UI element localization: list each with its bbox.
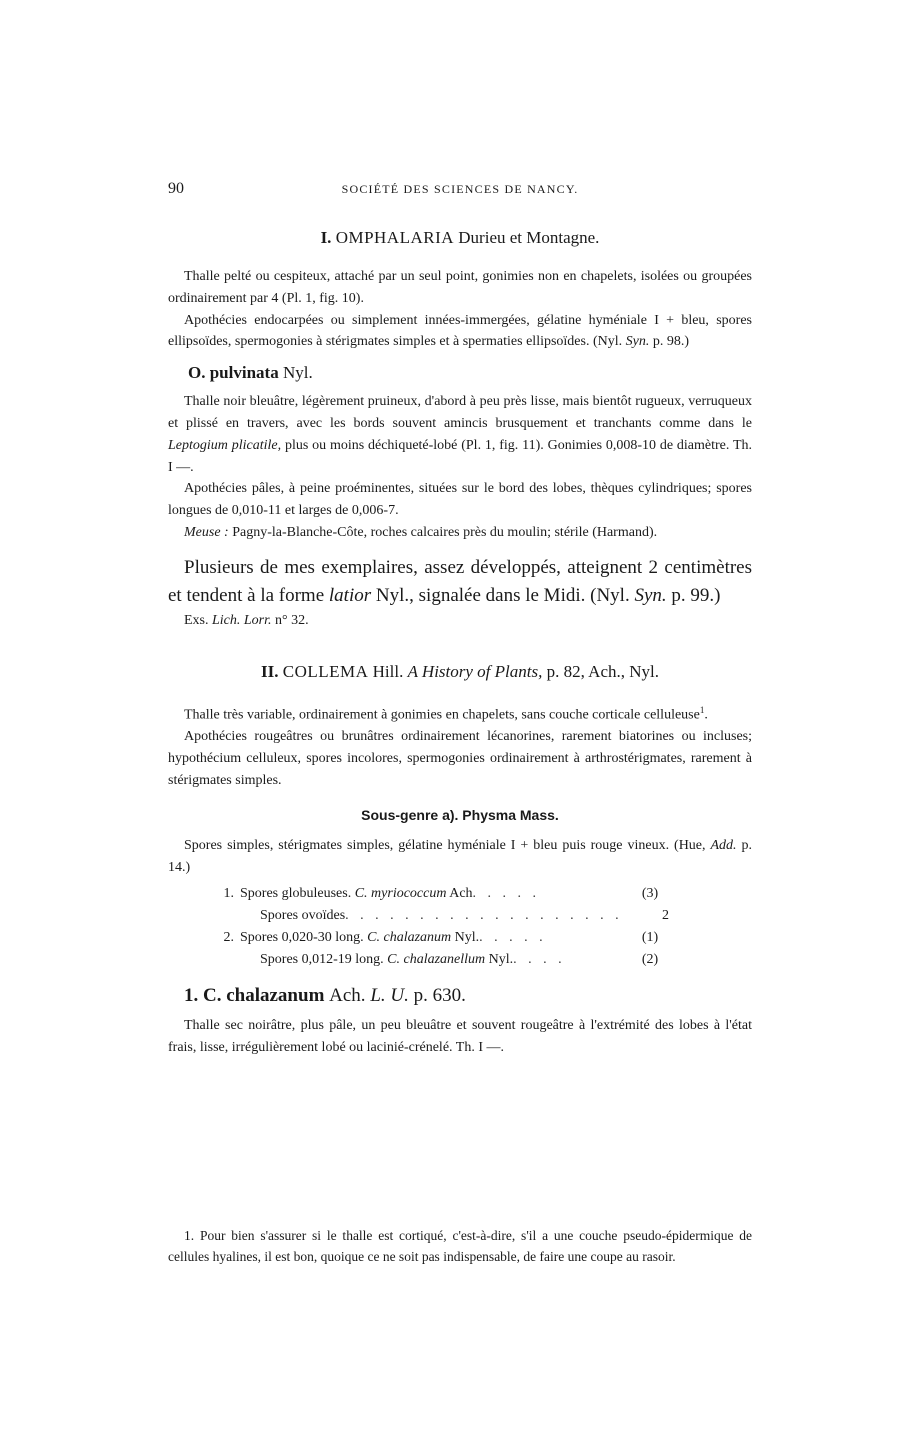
genus-heading-collema — [168, 662, 752, 682]
key-row — [168, 883, 752, 905]
text-run-italic: latior — [328, 584, 372, 606]
running-head: SOCIÉTÉ DES SCIENCES DE NANCY. — [341, 182, 579, 196]
paragraph-large — [168, 554, 752, 610]
text-run: Spores globuleuses. — [240, 886, 355, 901]
species-reference: p. 630. — [413, 985, 466, 1006]
key-lead — [662, 927, 752, 949]
key-number — [168, 905, 260, 927]
genus-authority: Durieu et Montagne. — [458, 228, 600, 247]
key-row — [168, 905, 752, 927]
key-number — [168, 949, 260, 971]
text-run-italic: C. myriococcum — [354, 886, 447, 901]
text-run: Apothécies endocarpées ou simplement innées-immergées, gélatine hyméniale I + bleu, spores ellipsoïdes, spermogonies à stérigmates simples et à spermaties ellipsoïdes. (Nyl. — [168, 312, 752, 350]
text-run-italic: Lich. Lorr. — [212, 612, 272, 628]
page-header — [168, 180, 752, 202]
key-dots: . . . . . . . . . . . . . . . . . . . — [345, 908, 623, 923]
species-name: O. pulvinata — [188, 363, 279, 383]
paragraph: Apothécies rougeâtres ou brunâtres ordinairement lécanorines, rarement biatorines ou incluses; hypothécium celluleux, spores incolores, spermogonies ordinairement à arthrostérigmates, rarement à stérigmates simples. — [168, 729, 752, 788]
genus-number: I. — [320, 228, 332, 247]
species-authority: Ach. — [329, 985, 366, 1006]
genus-authority: Hill. — [372, 661, 408, 681]
species-heading-chalazanum — [184, 985, 752, 1007]
key-lead — [662, 883, 752, 905]
genus-name: COLLEMA — [282, 661, 369, 681]
text-run: Spores ovoïdes — [260, 908, 346, 923]
text-run: Nyl. — [485, 952, 514, 967]
exsiccata — [168, 610, 752, 632]
paragraph: Apothécies pâles, à peine proéminentes, situées sur le bord des lobes, thèques cylindriques; spores longues de 0,010-11 et larges de 0,006-7. — [168, 481, 752, 519]
key-row — [168, 927, 752, 949]
genus-authority-rest: p. 82, Ach., Nyl. — [542, 661, 659, 681]
key-lead: 2 — [662, 908, 669, 923]
text-run-italic: C. chalazanellum — [387, 952, 486, 967]
text-run: p. 14.) — [168, 838, 753, 876]
text-run: Thalle noir bleuâtre, légèrement pruineux, d'abord à peu près lisse, mais bientôt rugueux, verruqueux et plissé en travers, avec les bords souvent amincis brusquement et tranchants comme dans le — [168, 394, 752, 431]
text-run: Plusieurs de mes exemplaires, assez développés, atteignent 2 centimètres et tendent à la forme — [168, 556, 752, 606]
paragraph — [168, 522, 752, 544]
species-reference-italic: L. U. — [370, 985, 409, 1006]
paragraph: Thalle pelté ou cespiteux, attaché par un seul point, gonimies non en chapelets, isolées ou groupées ordinairement par 4 (Pl. 1, fig. 10). — [168, 269, 752, 306]
text-run-italic: Meuse : — [184, 524, 229, 540]
key-lead — [662, 949, 752, 971]
genus-heading-omphalaria — [168, 228, 752, 248]
text-run: Nyl., signalée dans le Midi. (Nyl. — [371, 584, 635, 606]
key-reference: (2) — [641, 952, 659, 967]
text-run-italic: Syn. — [625, 334, 650, 350]
text-run-italic: Add. — [710, 838, 737, 854]
text-run: Nyl. — [451, 930, 480, 945]
key-number: 2. — [223, 930, 234, 945]
genus-name: OMPHALARIA — [335, 228, 455, 247]
key-dots: . . . . . — [479, 930, 547, 945]
key-reference — [632, 905, 656, 927]
text-run: . — [704, 707, 708, 723]
footnote-marker: 1 — [699, 704, 705, 715]
paragraph — [168, 835, 752, 879]
subgenus-heading: Sous-genre a). Physma Mass. — [361, 807, 559, 824]
text-run: Exs. — [184, 612, 212, 628]
paragraph — [168, 310, 752, 354]
key-text — [240, 883, 473, 905]
text-run: Thalle très variable, ordinairement à gonimies en chapelets, sans couche corticale celluleuse — [184, 707, 700, 723]
paragraph — [168, 391, 752, 478]
footnote — [168, 1225, 752, 1267]
text-run: p. 98.) — [649, 334, 690, 350]
text-run: plus ou moins déchiqueté-lobé (Pl. 1, fig. 11). Gonimies 0,008-10 de diamètre. Th. I —. — [168, 437, 753, 475]
key-dots: . . . . . — [472, 886, 541, 901]
text-run: p. 99.) — [666, 584, 721, 606]
page-body — [168, 228, 752, 1059]
text-run-italic: Leptogium plicatile, — [168, 437, 282, 453]
genus-number: II. — [261, 661, 279, 681]
key-text — [260, 949, 513, 971]
key-text — [240, 927, 479, 949]
key-dots: . . . . — [513, 952, 566, 967]
key-reference: (3) — [641, 886, 659, 901]
species-heading-pulvinata — [188, 363, 752, 383]
text-run: n° 32. — [271, 612, 309, 628]
text-run-italic: Syn. — [634, 584, 667, 606]
species-name: 1. C. chalazanum — [184, 985, 325, 1006]
species-authority: Nyl. — [282, 363, 313, 383]
key-reference: (1) — [641, 930, 659, 945]
text-run: Pagny-la-Blanche-Côte, roches calcaires près du moulin; stérile (Harmand). — [228, 524, 658, 540]
key-row — [168, 949, 752, 971]
footnote-text: 1. Pour bien s'assurer si le thalle est cortiqué, c'est-à-dire, s'il a une couche pseudo-épidermique de cellules hyalines, il est bon, quoique ce ne soit pas indispensable, de faire une coupe au rasoir. — [168, 1228, 752, 1264]
text-run-italic: C. chalazanum — [367, 930, 452, 945]
text-run: Spores 0,020-30 long. — [240, 930, 368, 945]
key-text — [260, 905, 345, 927]
identification-key — [168, 883, 752, 971]
genus-authority-italic: A History of Plants, — [407, 661, 543, 681]
paragraph: Thalle sec noirâtre, plus pâle, un peu bleuâtre et souvent rougeâtre à l'extrémité des lobes à l'état frais, lisse, irrégulièrement lobé ou lacinié-crénelé. Th. I —. — [168, 1018, 752, 1055]
key-number: 1. — [223, 886, 234, 901]
page-number: 90 — [168, 180, 184, 197]
paragraph — [168, 700, 752, 726]
text-run: Spores simples, stérigmates simples, gélatine hyméniale I + bleu puis rouge vineux. (Hue, — [184, 838, 711, 854]
text-run: Ach — [446, 886, 473, 901]
text-run: Spores 0,012-19 long. — [260, 952, 388, 967]
